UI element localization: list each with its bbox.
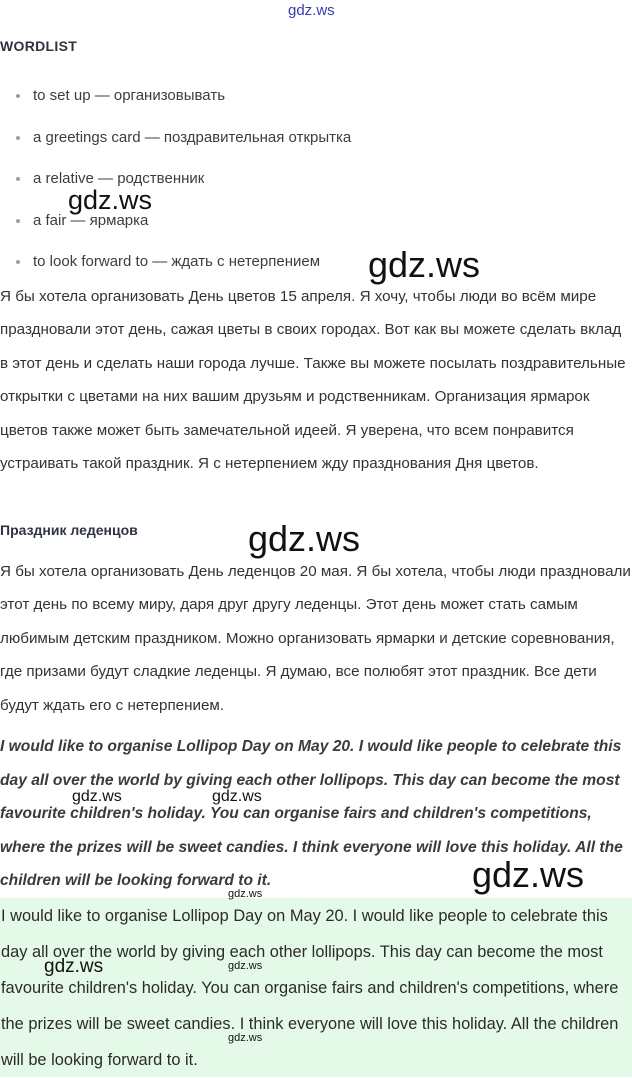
watermark: gdz.ws [44, 956, 104, 977]
paragraph-lollipop-en-answer: I would like to organise Lollipop Day on May 20. I would like people to celebrate this day all over the world by giving each other lollipops. This day can become the most favourite children's holiday. You can organise fairs and children's competitions, where the prizes will be sweet candies. I think everyone will love this holiday. All the children will be looking forward to it. [1, 907, 619, 1069]
paragraph-lollipop-ru: Я бы хотела организовать День леденцов 20 мая. Я бы хотела, чтобы люди праздновали этот день по всему миру, даря друг другу леденцы. Этот день может стать самым любимым детским праздником. Можно организовать ярмарки и детские соревнования, где призами будут сладкие леденцы. Я думаю, все полюбят этот праздник. Все дети будут ждать его с нетерпением. [0, 563, 631, 714]
section-heading-lollipop: Праздник леденцов [0, 522, 138, 538]
bullet-icon [16, 94, 20, 98]
watermark-top: gdz.ws [288, 2, 335, 19]
wordlist-heading: WORDLIST [0, 38, 78, 54]
list-item: a relative — родственник [0, 161, 351, 203]
answer-block [0, 898, 632, 1077]
bullet-icon [16, 136, 20, 140]
watermark: gdz.ws [212, 788, 262, 805]
bullet-icon [16, 260, 20, 264]
list-item: to look forward to — ждать с нетерпением [0, 244, 351, 286]
paragraph-lollipop-en-italic: I would like to organise Lollipop Day on May 20. I would like people to celebrate this day all over the world by giving each other lollipops. This day can become the most favourite children's holiday. You can organise fairs and children's competitions, where the prizes will be sweet candies. I think everyone will love this holiday. All the children will be looking forward to it. [0, 738, 623, 890]
wordlist [0, 78, 351, 286]
bullet-icon [16, 219, 20, 223]
list-item: a fair — ярмарка [0, 203, 351, 245]
watermark: gdz.ws [472, 854, 585, 895]
watermark: gdz.ws [228, 888, 263, 900]
list-item: a greetings card — поздравительная открытка [0, 120, 351, 162]
watermark: gdz.ws [72, 788, 122, 805]
watermark: gdz.ws [248, 518, 361, 559]
watermark: gdz.ws [228, 960, 263, 972]
list-item: to set up — организовывать [0, 78, 351, 120]
bullet-icon [16, 177, 20, 181]
watermark: gdz.ws [68, 185, 153, 215]
watermark: gdz.ws [368, 244, 481, 285]
paragraph-flower-day: Я бы хотела организовать День цветов 15 апреля. Я хочу, чтобы люди во всём мире праздновали этот день, сажая цветы в своих городах. Вот как вы можете сделать вклад в этот день и сделать наши города лучше. Также вы можете посылать поздравительные открытки с цветами на них вашим друзьям и родственникам. Организация ярмарок цветов также может быть замечательной идеей. Я уверена, что всем понравится устраивать такой праздник. Я с нетерпением жду празднования Дня цветов. [0, 288, 626, 473]
watermark: gdz.ws [228, 1032, 263, 1044]
